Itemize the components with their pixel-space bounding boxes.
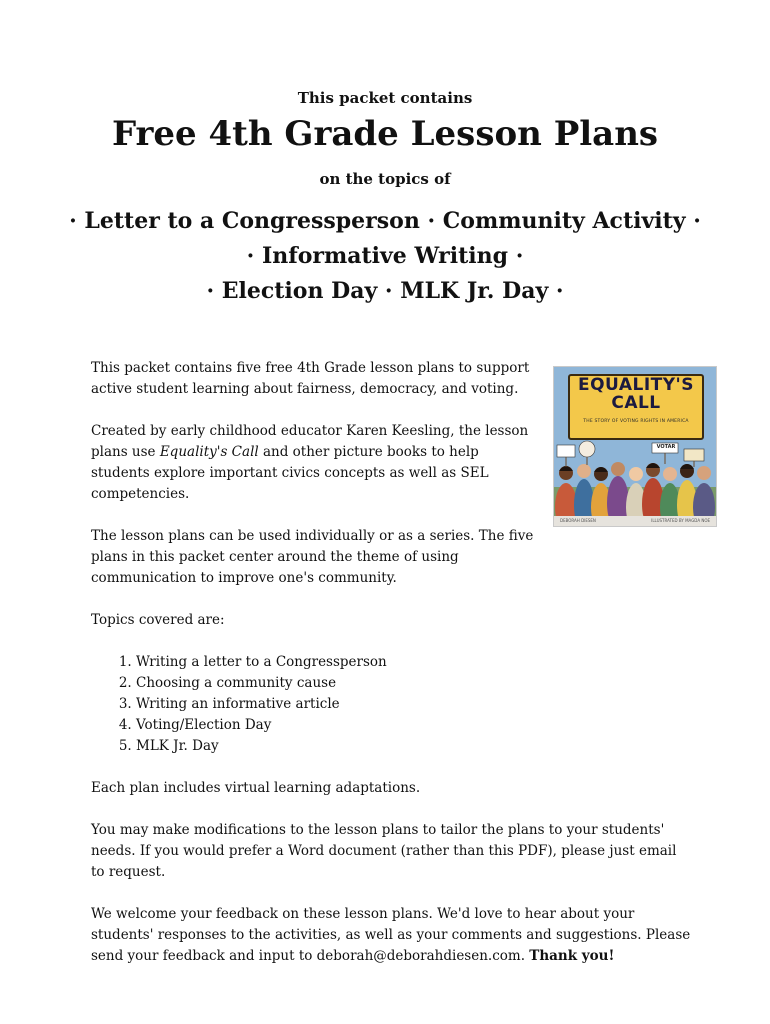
page-title: Free 4th Grade Lesson Plans	[111, 114, 659, 154]
body-content	[91, 358, 691, 988]
topic-line: · Informative Writing ·	[246, 243, 524, 269]
topics-list-header	[0, 204, 770, 309]
book-title-link: Equality's Call	[159, 444, 259, 460]
paragraph-modifications: You may make modifications to the lesson plans to tailor the plans to your students' needs. If you would prefer a Word document (rather than this PDF), please just email to request.	[91, 822, 677, 880]
cover-sign: VOTAR	[656, 444, 676, 450]
cover-title-line: CALL	[611, 393, 661, 413]
paragraph-virtual: Each plan includes virtual learning adaptations.	[91, 780, 421, 796]
topics-heading: Topics covered are:	[91, 612, 225, 628]
cover-subtitle: THE STORY OF VOTING RIGHTS IN AMERICA	[583, 419, 689, 424]
list-item: 1. Writing a letter to a Congressperson	[136, 652, 691, 673]
thank-you-text: Thank you!	[529, 948, 615, 964]
topics-list	[91, 652, 691, 757]
intro-text: This packet contains	[297, 89, 473, 107]
topic-line: · Letter to a Congressperson · Community Activity ·	[69, 208, 701, 234]
topic-line: · Election Day · MLK Jr. Day ·	[206, 278, 564, 304]
paragraph-text: and other picture books to help students explore important civics concepts as well as SEL competencies.	[91, 444, 489, 502]
list-item: 4. Voting/Election Day	[136, 715, 691, 736]
list-item: 5. MLK Jr. Day	[136, 736, 691, 757]
paragraph-text: Created by early childhood educator Karen Keesling, the lesson plans use	[91, 423, 529, 460]
cover-author: DEBORAH DIESEN	[560, 518, 596, 523]
list-item: 2. Choosing a community cause	[136, 673, 691, 694]
paragraph-text: We welcome your feedback on these lesson plans. We'd love to hear about your students' responses to the activities, as well as your comments and suggestions. Please send your feedback and input to deborah@deborahdiesen.com.	[91, 906, 691, 964]
cover-title-line: EQUALITY'S	[577, 375, 694, 395]
cover-illustrator: ILLUSTRATED BY MAGDA NOE	[651, 518, 710, 523]
paragraph-intro: This packet contains five free 4th Grade lesson plans to support active student learning about fairness, democracy, and voting.	[91, 360, 530, 397]
paragraph-feedback	[91, 904, 691, 967]
paragraph-series: The lesson plans can be used individually or as a series. The five plans in this packet center around the theme of using communication to improve one's community.	[91, 528, 534, 586]
subintro-text: on the topics of	[319, 170, 451, 188]
paragraph-author	[91, 421, 541, 505]
list-item: 3. Writing an informative article	[136, 694, 691, 715]
